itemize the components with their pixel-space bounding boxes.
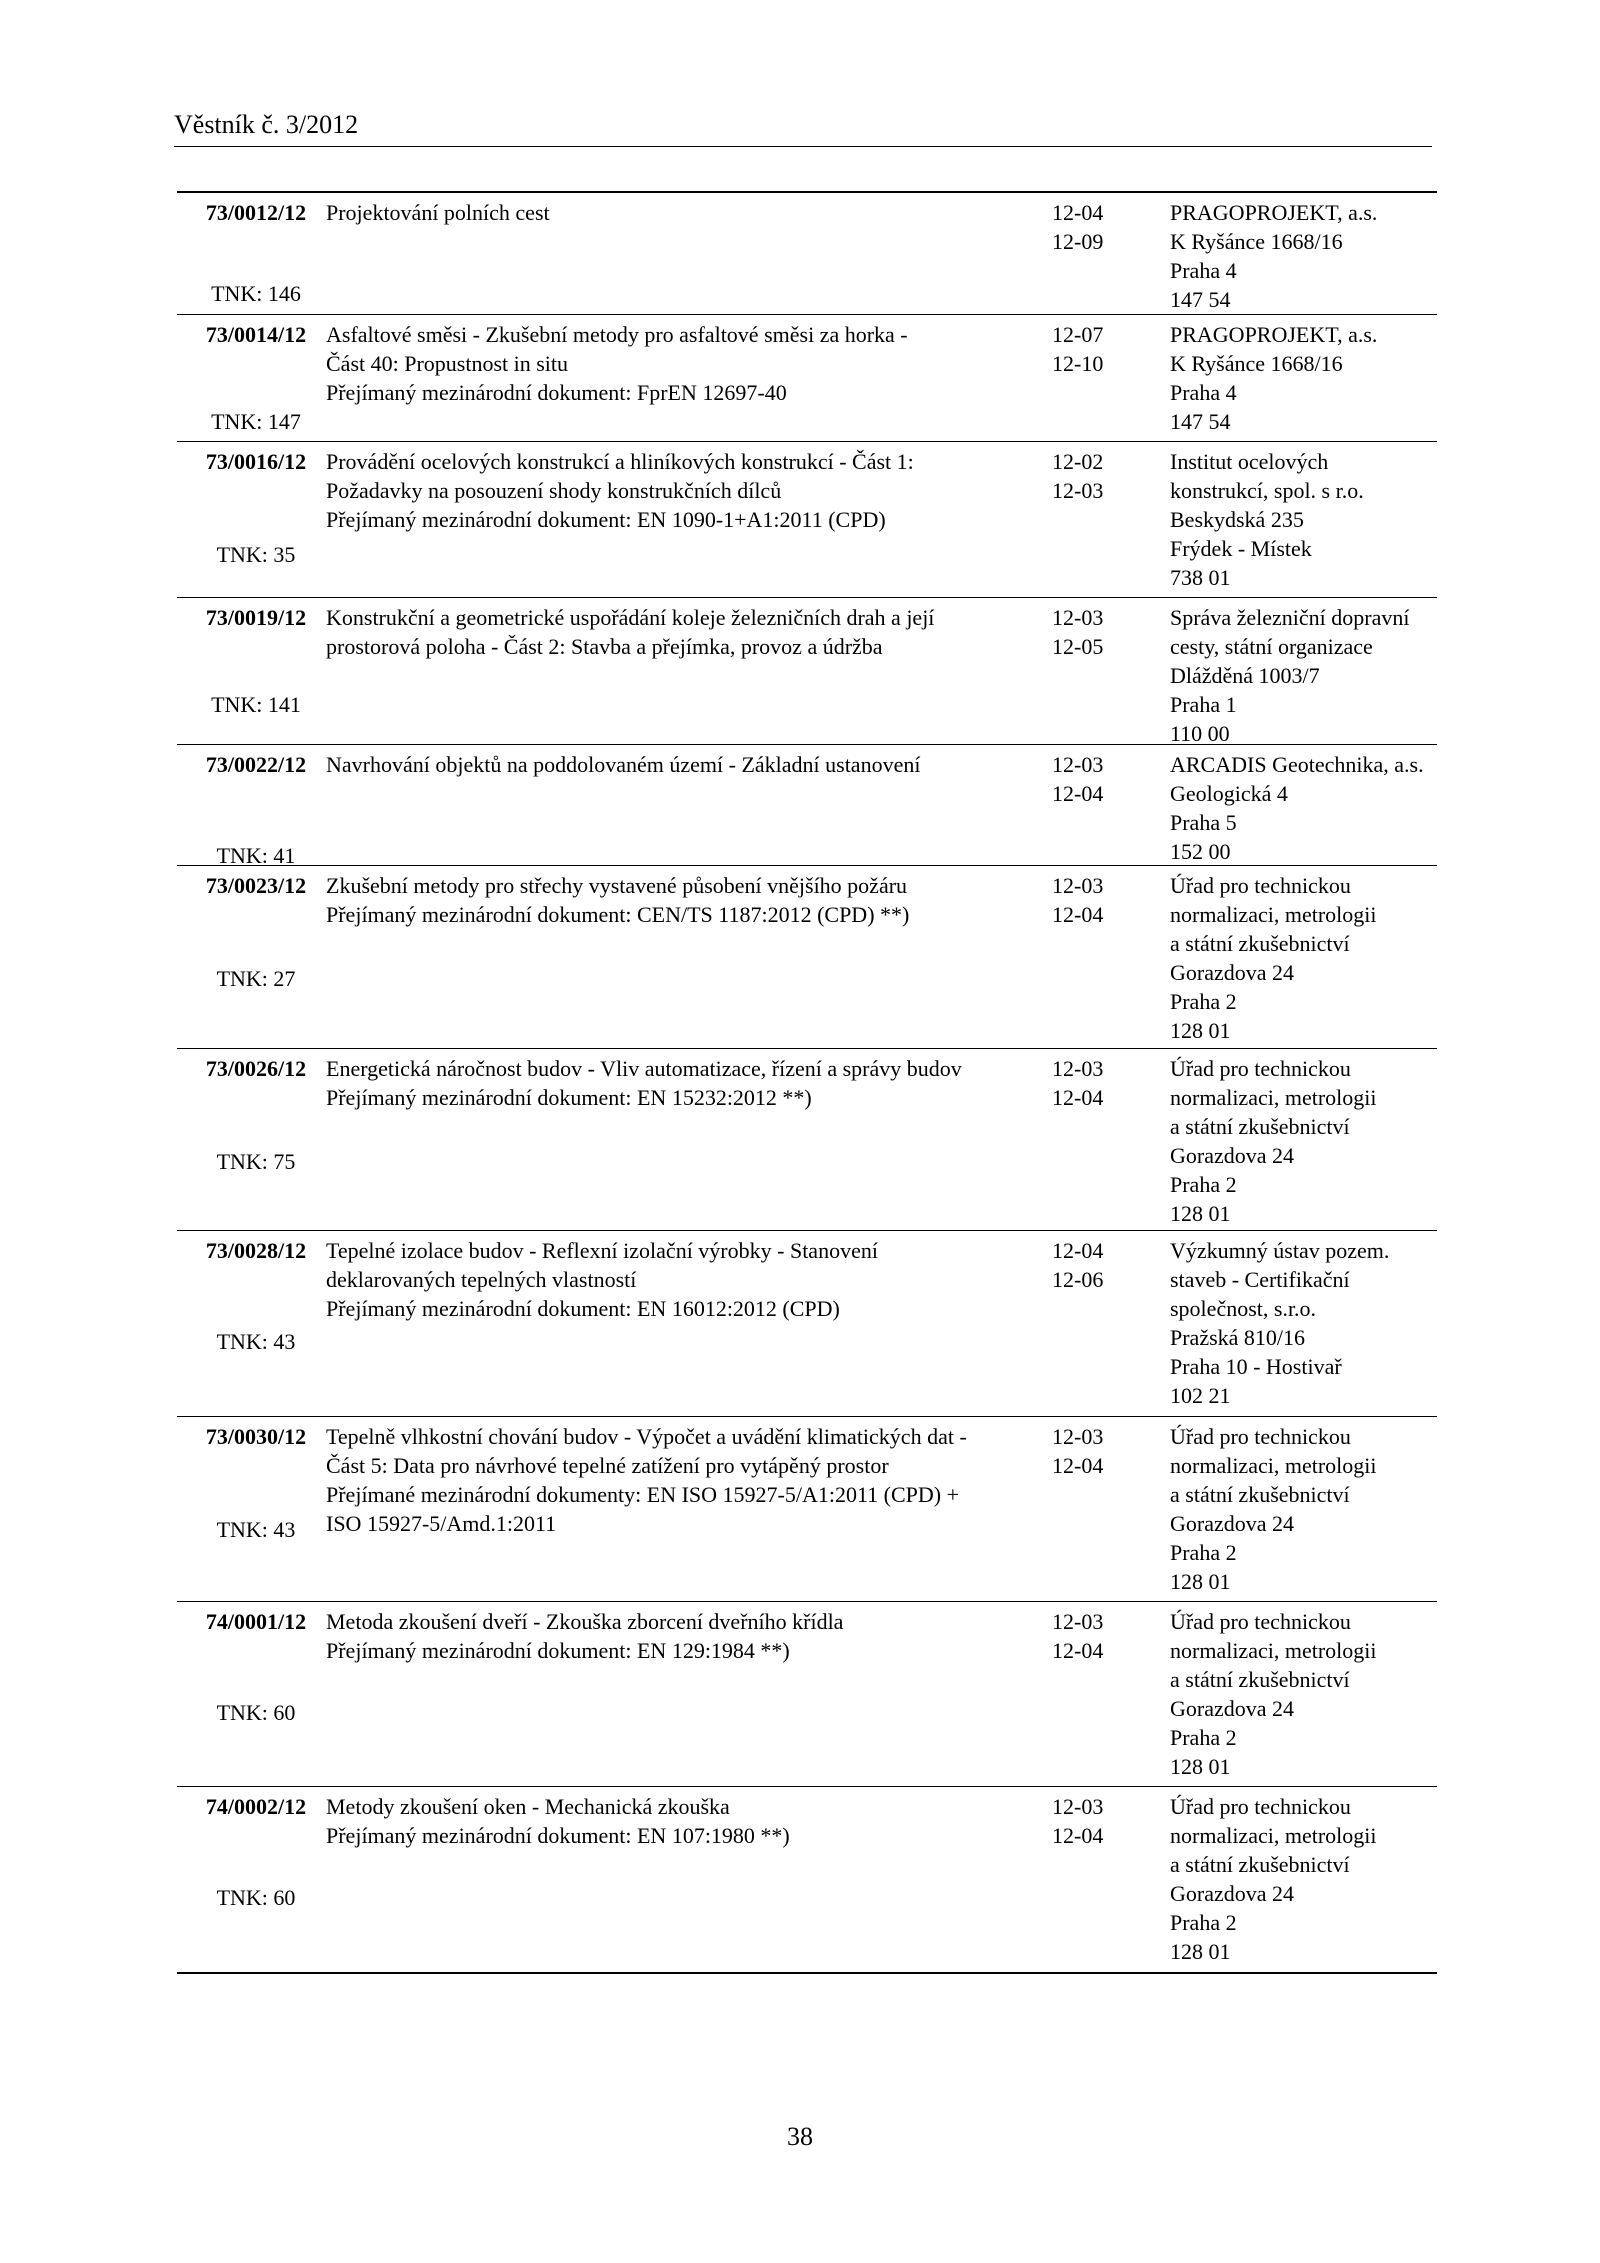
processor-address — [1170, 447, 1440, 592]
schedule-dates — [1052, 1422, 1132, 1480]
table-row — [177, 598, 1437, 745]
schedule-dates — [1052, 1792, 1132, 1850]
standard-title — [326, 750, 1026, 779]
address-line: 128 01 — [1170, 1939, 1231, 1964]
address-line: Praha 4 — [1170, 380, 1237, 405]
date-value: 12-06 — [1052, 1267, 1104, 1292]
address-line: Praha 4 — [1170, 258, 1237, 283]
tnk-number: TNK: 60 — [216, 1700, 296, 1725]
standard-number: 73/0016/12 — [205, 449, 307, 474]
standard-title — [326, 1607, 1026, 1665]
address-line: Úřad pro technickou — [1170, 1609, 1351, 1634]
address-line: Gorazdova 24 — [1170, 1696, 1295, 1721]
address-line: Praha 2 — [1170, 989, 1237, 1014]
processor-address — [1170, 1422, 1440, 1596]
table-row — [177, 1417, 1437, 1602]
tnk-number: TNK: 43 — [216, 1329, 296, 1354]
address-line: 738 01 — [1170, 565, 1231, 590]
table-row — [177, 1049, 1437, 1231]
address-line: Praha 2 — [1170, 1172, 1237, 1197]
address-line: Praha 1 — [1170, 692, 1237, 717]
date-value: 12-03 — [1052, 478, 1104, 503]
title-line: ISO 15927-5/Amd.1:2011 — [326, 1511, 557, 1536]
processor-address — [1170, 871, 1440, 1045]
title-line: Část 40: Propustnost in situ — [326, 351, 569, 376]
address-line: cesty, státní organizace — [1170, 634, 1373, 659]
tnk-number: TNK: 43 — [216, 1517, 296, 1542]
tnk-number: TNK: 75 — [216, 1149, 296, 1174]
address-line: normalizaci, metrologii — [1170, 1823, 1377, 1848]
title-line: Přejímaný mezinárodní dokument: FprEN 12697-40 — [326, 380, 787, 405]
title-line: Konstrukční a geometrické uspořádání koleje železničních drah a její — [326, 605, 935, 630]
address-line: normalizaci, metrologii — [1170, 1453, 1377, 1478]
standard-title — [326, 1236, 1026, 1323]
journal-title: Věstník č. 3/2012 — [174, 110, 359, 139]
title-line: deklarovaných tepelných vlastností — [326, 1267, 637, 1292]
table-row — [177, 1787, 1437, 1972]
schedule-dates — [1052, 320, 1132, 378]
address-line: Pražská 810/16 — [1170, 1325, 1306, 1350]
standard-number: 73/0014/12 — [205, 322, 307, 347]
date-value: 12-09 — [1052, 229, 1104, 254]
address-line: Správa železniční dopravní — [1170, 605, 1410, 630]
address-line: a státní zkušebnictví — [1170, 1667, 1350, 1692]
address-line: Úřad pro technickou — [1170, 873, 1351, 898]
processor-address — [1170, 198, 1440, 314]
address-line: 147 54 — [1170, 287, 1231, 312]
tnk-number: TNK: 147 — [211, 409, 301, 434]
standard-title — [326, 603, 1026, 661]
address-line: 128 01 — [1170, 1018, 1231, 1043]
standard-title — [326, 871, 1026, 929]
address-line: 128 01 — [1170, 1201, 1231, 1226]
date-value: 12-04 — [1052, 1453, 1104, 1478]
title-line: Projektování polních cest — [326, 200, 550, 225]
tnk-number: TNK: 27 — [216, 966, 296, 991]
address-line: K Ryšánce 1668/16 — [1170, 351, 1343, 376]
table-row — [177, 193, 1437, 315]
table-row — [177, 442, 1437, 598]
address-line: Beskydská 235 — [1170, 507, 1304, 532]
processor-address — [1170, 1792, 1440, 1966]
date-value: 12-10 — [1052, 351, 1104, 376]
standard-number: 74/0002/12 — [205, 1794, 307, 1819]
title-line: Přejímaný mezinárodní dokument: EN 1090-1+A1:2011 (CPD) — [326, 507, 886, 532]
standard-number: 73/0019/12 — [205, 605, 307, 630]
address-line: Gorazdova 24 — [1170, 1881, 1295, 1906]
title-line: Přejímaný mezinárodní dokument: EN 16012:2012 (CPD) — [326, 1296, 840, 1321]
address-line: ARCADIS Geotechnika, a.s. — [1170, 752, 1424, 777]
date-value: 12-04 — [1052, 902, 1104, 927]
address-line: konstrukcí, spol. s r.o. — [1170, 478, 1364, 503]
standard-number: 73/0012/12 — [205, 200, 307, 225]
address-line: K Ryšánce 1668/16 — [1170, 229, 1343, 254]
table-row — [177, 745, 1437, 866]
title-line: Metody zkoušení oken - Mechanická zkouška — [326, 1794, 730, 1819]
date-value: 12-03 — [1052, 1424, 1104, 1449]
address-line: a státní zkušebnictví — [1170, 931, 1350, 956]
page-number: 38 — [787, 2122, 813, 2151]
title-line: Přejímané mezinárodní dokumenty: EN ISO 15927-5/A1:2011 (CPD) + — [326, 1482, 960, 1507]
title-line: Požadavky na posouzení shody konstrukčních dílců — [326, 478, 782, 503]
processor-address — [1170, 1607, 1440, 1781]
title-line: Část 5: Data pro návrhové tepelné zatížení pro vytápěný prostor — [326, 1453, 889, 1478]
address-line: normalizaci, metrologii — [1170, 1638, 1377, 1663]
date-value: 12-03 — [1052, 873, 1104, 898]
title-line: Přejímaný mezinárodní dokument: CEN/TS 1187:2012 (CPD) **) — [326, 902, 910, 927]
schedule-dates — [1052, 750, 1132, 808]
title-line: Asfaltové směsi - Zkušební metody pro asfaltové směsi za horka - — [326, 322, 908, 347]
title-line: Přejímaný mezinárodní dokument: EN 129:1984 **) — [326, 1638, 790, 1663]
table-row — [177, 1602, 1437, 1787]
address-line: 102 21 — [1170, 1383, 1231, 1408]
table-row — [177, 1231, 1437, 1417]
schedule-dates — [1052, 603, 1132, 661]
address-line: 147 54 — [1170, 409, 1231, 434]
processor-address — [1170, 1236, 1440, 1410]
date-value: 12-04 — [1052, 781, 1104, 806]
tnk-number: TNK: 41 — [216, 843, 296, 868]
date-value: 12-04 — [1052, 1085, 1104, 1110]
tnk-number: TNK: 35 — [216, 542, 296, 567]
address-line: Úřad pro technickou — [1170, 1056, 1351, 1081]
address-line: a státní zkušebnictví — [1170, 1852, 1350, 1877]
address-line: Praha 10 - Hostivař — [1170, 1354, 1342, 1379]
schedule-dates — [1052, 1236, 1132, 1294]
address-line: PRAGOPROJEKT, a.s. — [1170, 322, 1378, 347]
address-line: Frýdek - Místek — [1170, 536, 1312, 561]
date-value: 12-05 — [1052, 634, 1104, 659]
address-line: Úřad pro technickou — [1170, 1794, 1351, 1819]
title-line: Tepelné izolace budov - Reflexní izolační výrobky - Stanovení — [326, 1238, 878, 1263]
date-value: 12-03 — [1052, 1609, 1104, 1634]
address-line: Geologická 4 — [1170, 781, 1288, 806]
address-line: Gorazdova 24 — [1170, 1143, 1295, 1168]
title-line: Přejímaný mezinárodní dokument: EN 107:1980 **) — [326, 1823, 790, 1848]
address-line: 128 01 — [1170, 1754, 1231, 1779]
address-line: Praha 2 — [1170, 1910, 1237, 1935]
date-value: 12-03 — [1052, 605, 1104, 630]
standard-number: 73/0022/12 — [205, 752, 307, 777]
title-line: Zkušební metody pro střechy vystavené působení vnějšího požáru — [326, 873, 908, 898]
tnk-number: TNK: 146 — [211, 281, 301, 306]
date-value: 12-03 — [1052, 752, 1104, 777]
address-line: Praha 2 — [1170, 1540, 1237, 1565]
address-line: PRAGOPROJEKT, a.s. — [1170, 200, 1378, 225]
address-line: 128 01 — [1170, 1569, 1231, 1594]
date-value: 12-07 — [1052, 322, 1104, 347]
address-line: 152 00 — [1170, 839, 1231, 864]
processor-address — [1170, 1054, 1440, 1228]
address-line: Úřad pro technickou — [1170, 1424, 1351, 1449]
processor-address — [1170, 603, 1440, 748]
tnk-number: TNK: 141 — [211, 692, 301, 717]
address-line: a státní zkušebnictví — [1170, 1482, 1350, 1507]
title-line: Navrhování objektů na poddolovaném území - Základní ustanovení — [326, 752, 921, 777]
title-line: Metoda zkoušení dveří - Zkouška zborcení dveřního křídla — [326, 1609, 844, 1634]
standard-title — [326, 1054, 1026, 1112]
address-line: společnost, s.r.o. — [1170, 1296, 1317, 1321]
tnk-number: TNK: 60 — [216, 1885, 296, 1910]
address-line: 110 00 — [1170, 721, 1230, 746]
address-line: staveb - Certifikační — [1170, 1267, 1350, 1292]
standards-table — [177, 191, 1437, 1974]
address-line: Gorazdova 24 — [1170, 1511, 1295, 1536]
standard-title — [326, 1422, 1026, 1538]
date-value: 12-04 — [1052, 1638, 1104, 1663]
standard-number: 73/0023/12 — [205, 873, 307, 898]
date-value: 12-04 — [1052, 1238, 1104, 1263]
schedule-dates — [1052, 447, 1132, 505]
standard-number: 73/0030/12 — [205, 1424, 307, 1449]
date-value: 12-03 — [1052, 1056, 1104, 1081]
standard-title — [326, 1792, 1026, 1850]
table-row — [177, 315, 1437, 442]
page-header — [174, 110, 1432, 147]
date-value: 12-04 — [1052, 200, 1104, 225]
processor-address — [1170, 320, 1440, 436]
title-line: Tepelně vlhkostní chování budov - Výpočet a uvádění klimatických dat - — [326, 1424, 967, 1449]
date-value: 12-04 — [1052, 1823, 1104, 1848]
address-line: Praha 5 — [1170, 810, 1237, 835]
address-line: Institut ocelových — [1170, 449, 1329, 474]
schedule-dates — [1052, 871, 1132, 929]
address-line: Výzkumný ústav pozem. — [1170, 1238, 1390, 1263]
standard-title — [326, 320, 1026, 407]
address-line: a státní zkušebnictví — [1170, 1114, 1350, 1139]
standard-title — [326, 198, 1026, 227]
processor-address — [1170, 750, 1440, 866]
date-value: 12-02 — [1052, 449, 1104, 474]
address-line: Dlážděná 1003/7 — [1170, 663, 1320, 688]
standard-number: 74/0001/12 — [205, 1609, 307, 1634]
title-line: Přejímaný mezinárodní dokument: EN 15232:2012 **) — [326, 1085, 812, 1110]
title-line: Provádění ocelových konstrukcí a hliníkových konstrukcí - Část 1: — [326, 449, 914, 474]
address-line: normalizaci, metrologii — [1170, 1085, 1377, 1110]
address-line: Gorazdova 24 — [1170, 960, 1295, 985]
schedule-dates — [1052, 1054, 1132, 1112]
standard-title — [326, 447, 1026, 534]
title-line: Energetická náročnost budov - Vliv automatizace, řízení a správy budov — [326, 1056, 962, 1081]
title-line: prostorová poloha - Část 2: Stavba a přejímka, provoz a údržba — [326, 634, 883, 659]
address-line: Praha 2 — [1170, 1725, 1237, 1750]
address-line: normalizaci, metrologii — [1170, 902, 1377, 927]
standard-number: 73/0028/12 — [205, 1238, 307, 1263]
schedule-dates — [1052, 1607, 1132, 1665]
table-row — [177, 866, 1437, 1049]
date-value: 12-03 — [1052, 1794, 1104, 1819]
schedule-dates — [1052, 198, 1132, 256]
standard-number: 73/0026/12 — [205, 1056, 307, 1081]
